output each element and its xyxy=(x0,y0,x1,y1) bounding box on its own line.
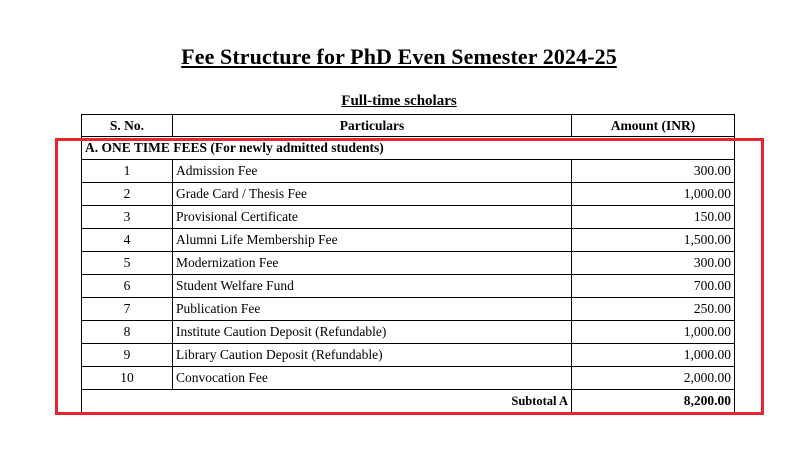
row-amount: 1,000.00 xyxy=(572,183,735,206)
page-title: Fee Structure for PhD Even Semester 2024-25 xyxy=(181,44,617,69)
row-particular: Convocation Fee xyxy=(173,367,572,390)
table-row xyxy=(82,367,735,390)
row-particular: Provisional Certificate xyxy=(173,206,572,229)
row-sno: 10 xyxy=(82,367,173,390)
table-row xyxy=(82,321,735,344)
subtotal-row xyxy=(82,390,735,413)
row-sno: 9 xyxy=(82,344,173,367)
row-amount: 300.00 xyxy=(572,160,735,183)
row-particular: Institute Caution Deposit (Refundable) xyxy=(173,321,572,344)
subtotal-label: Subtotal A xyxy=(82,390,572,413)
table-row xyxy=(82,206,735,229)
row-amount: 1,000.00 xyxy=(572,321,735,344)
row-sno: 1 xyxy=(82,160,173,183)
row-sno: 6 xyxy=(82,275,173,298)
table-header-row xyxy=(82,115,735,137)
row-sno: 7 xyxy=(82,298,173,321)
row-sno: 3 xyxy=(82,206,173,229)
row-particular: Library Caution Deposit (Refundable) xyxy=(173,344,572,367)
subtotal-value: 8,200.00 xyxy=(572,390,735,413)
section-label: A. ONE TIME FEES (For newly admitted students) xyxy=(82,137,735,160)
row-amount: 1,000.00 xyxy=(572,344,735,367)
table-row xyxy=(82,229,735,252)
row-amount: 250.00 xyxy=(572,298,735,321)
table-row xyxy=(82,275,735,298)
row-particular: Student Welfare Fund xyxy=(173,275,572,298)
row-amount: 150.00 xyxy=(572,206,735,229)
row-sno: 8 xyxy=(82,321,173,344)
table-row xyxy=(82,252,735,275)
row-particular: Modernization Fee xyxy=(173,252,572,275)
header-sno: S. No. xyxy=(82,115,173,137)
table-row xyxy=(82,344,735,367)
row-amount: 700.00 xyxy=(572,275,735,298)
table-row xyxy=(82,160,735,183)
row-sno: 5 xyxy=(82,252,173,275)
section-row xyxy=(82,137,735,160)
row-particular: Admission Fee xyxy=(173,160,572,183)
row-sno: 4 xyxy=(82,229,173,252)
table-row xyxy=(82,298,735,321)
fee-table-body xyxy=(82,137,735,413)
section-subtitle: Full-time scholars xyxy=(341,93,457,109)
row-particular: Grade Card / Thesis Fee xyxy=(173,183,572,206)
row-particular: Publication Fee xyxy=(173,298,572,321)
fee-table xyxy=(81,114,735,413)
row-sno: 2 xyxy=(82,183,173,206)
row-amount: 2,000.00 xyxy=(572,367,735,390)
header-amount: Amount (INR) xyxy=(572,115,735,137)
row-amount: 300.00 xyxy=(572,252,735,275)
row-particular: Alumni Life Membership Fee xyxy=(173,229,572,252)
row-amount: 1,500.00 xyxy=(572,229,735,252)
table-row xyxy=(82,183,735,206)
header-particulars: Particulars xyxy=(173,115,572,137)
